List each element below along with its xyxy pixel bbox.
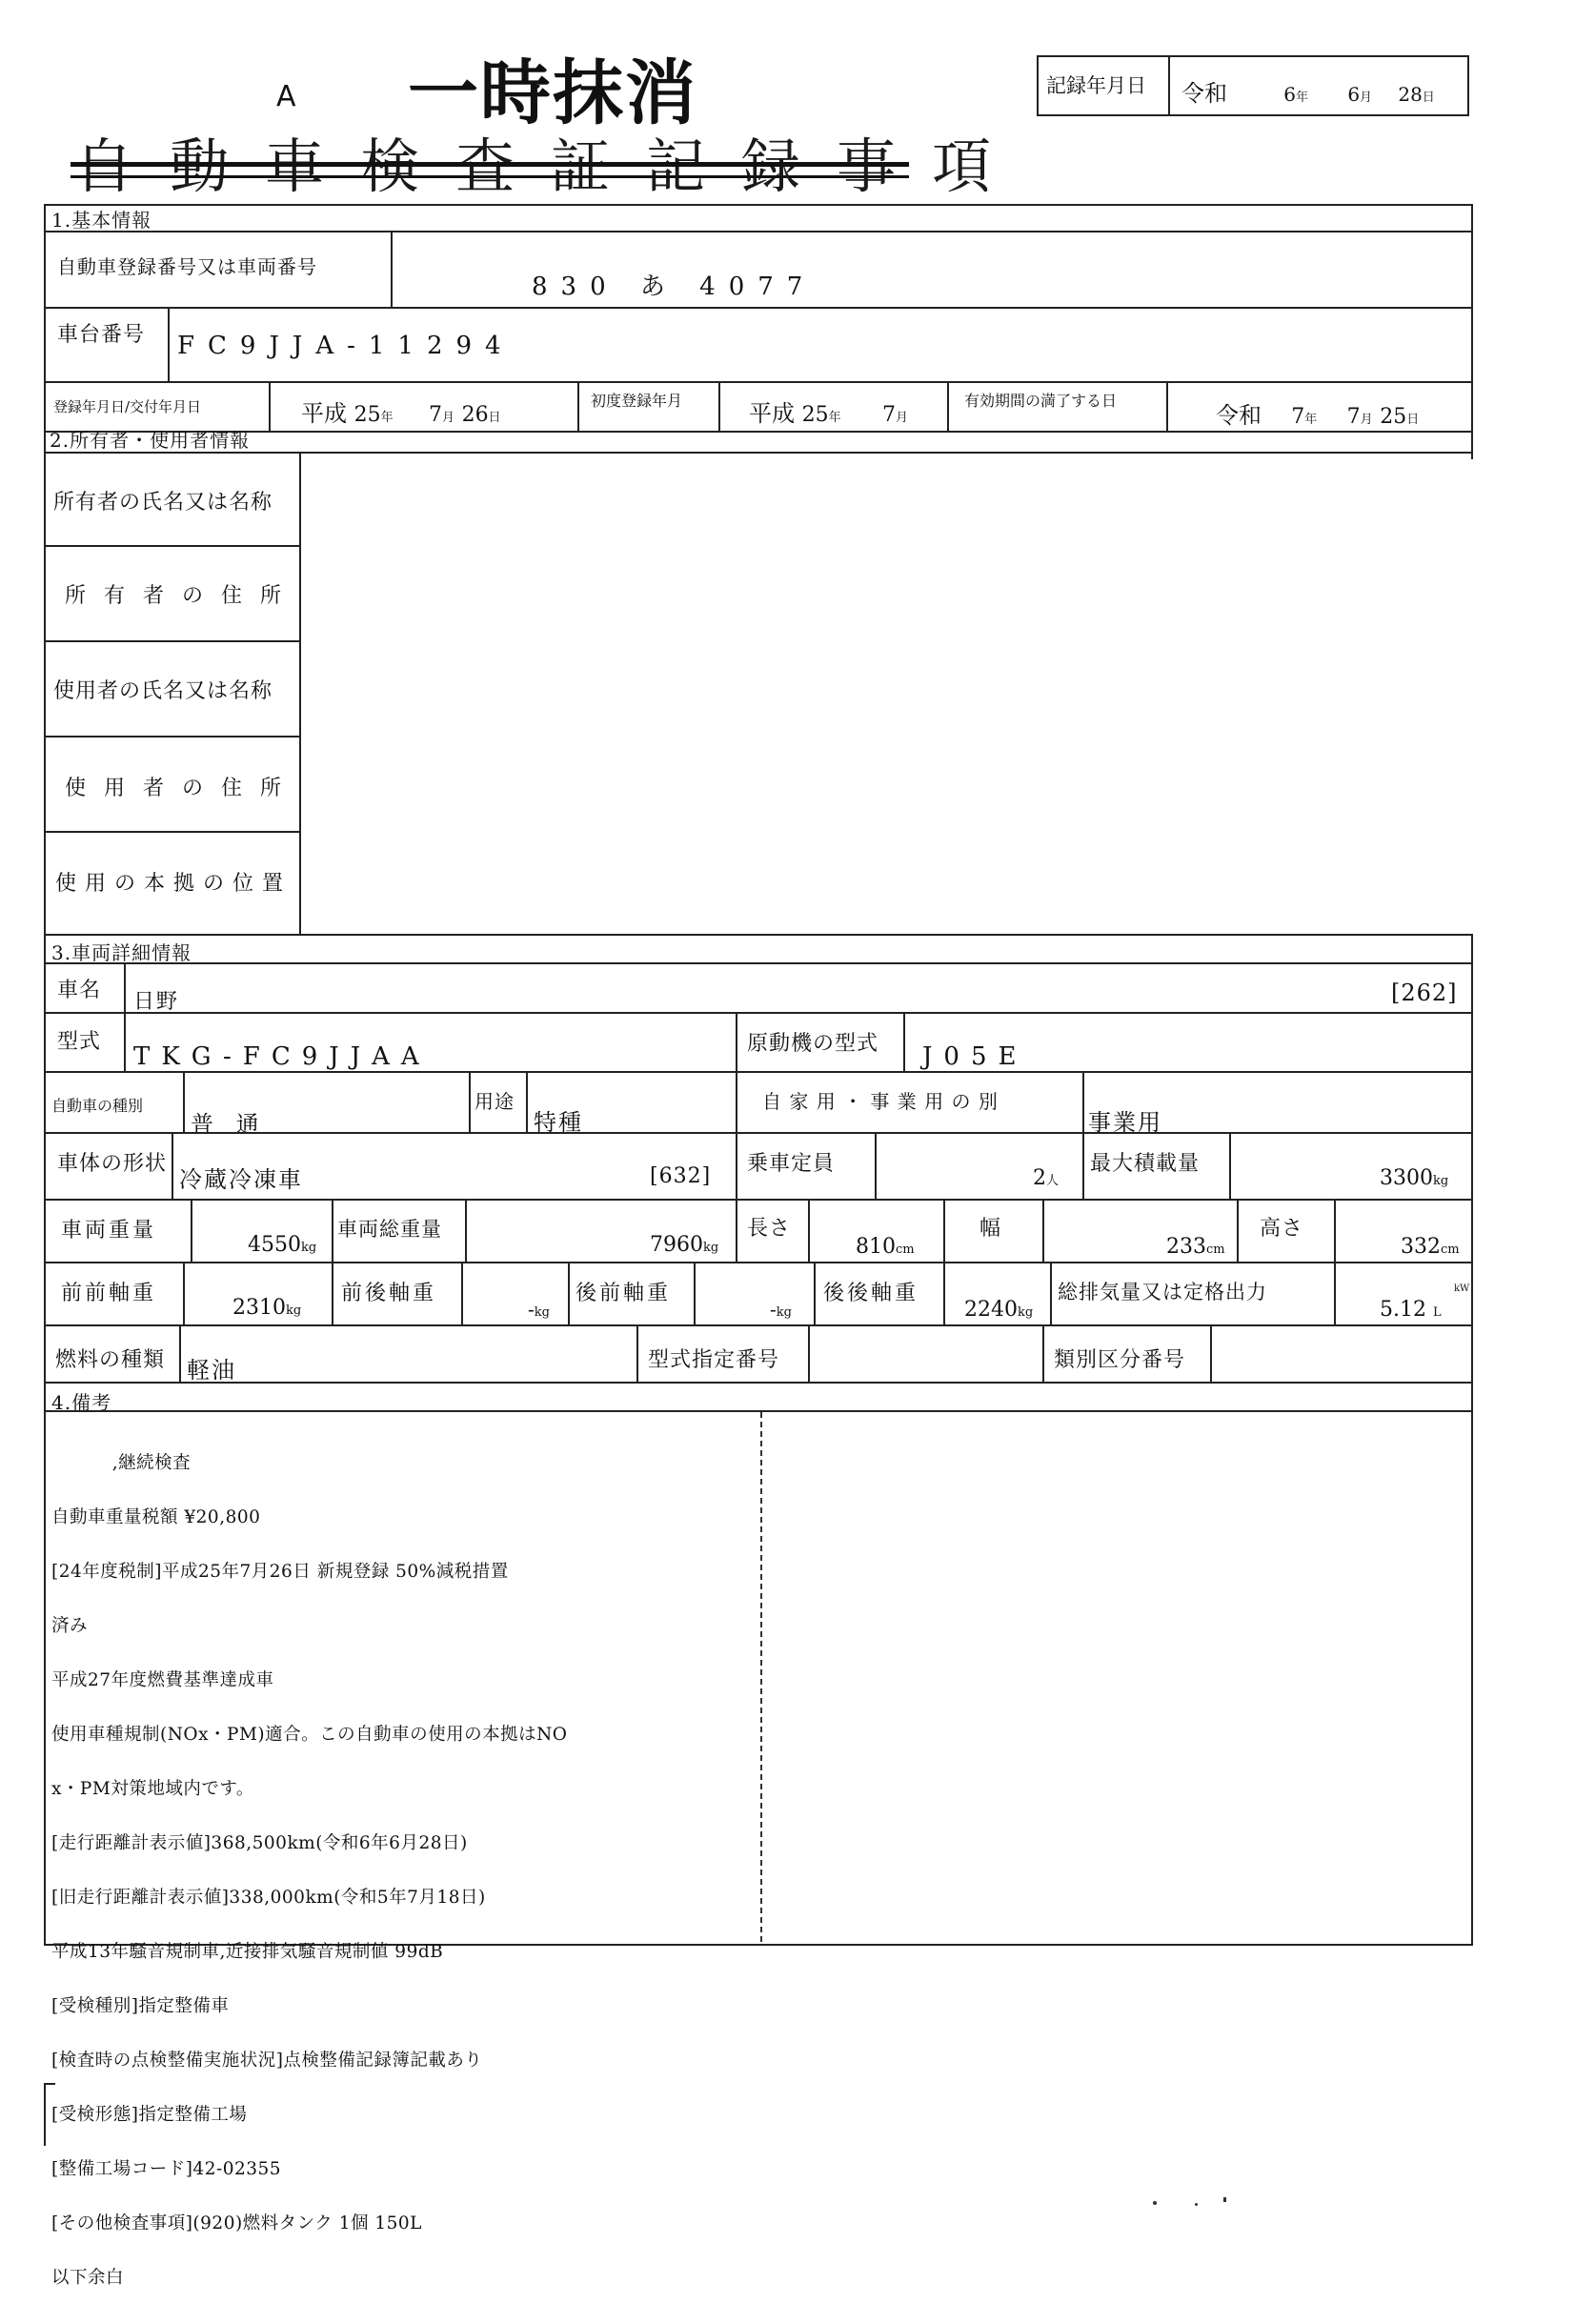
remark-line: [その他検査事項](920)燃料タンク 1個 150L bbox=[51, 2213, 422, 2233]
bracket-mark bbox=[44, 2083, 55, 2146]
kg-unit: kg bbox=[534, 1305, 550, 1320]
fr-axle-value bbox=[528, 1298, 550, 1321]
class-no-label: 類別区分番号 bbox=[1054, 1348, 1186, 1372]
month-unit: 月 bbox=[895, 411, 908, 425]
vehicle-name-value: 日野 bbox=[133, 990, 180, 1014]
scan-speck bbox=[1195, 2203, 1198, 2206]
record-date-label: 記録年月日 bbox=[1046, 74, 1146, 97]
rf-axle-number: - bbox=[770, 1298, 777, 1321]
weight-label: 車両重量 bbox=[61, 1219, 157, 1243]
weight-number: 4550 bbox=[248, 1233, 301, 1257]
cm-unit: cm bbox=[1441, 1243, 1460, 1257]
kg-unit: kg bbox=[286, 1303, 302, 1318]
expiry-year: 7 bbox=[1291, 405, 1305, 429]
remark-line: [受検形態]指定整備工場 bbox=[51, 2105, 248, 2125]
section-vehicle-label: 3.車両詳細情報 bbox=[51, 941, 192, 964]
fr-axle-number: - bbox=[528, 1298, 535, 1321]
use-label: 用途 bbox=[475, 1090, 515, 1113]
category-label: 自動車の種別 bbox=[51, 1097, 144, 1115]
chassis-label: 車台番号 bbox=[57, 323, 146, 347]
expiry-value bbox=[1216, 396, 1419, 430]
first-reg-month: 7 bbox=[881, 403, 896, 427]
record-date-value bbox=[1181, 74, 1435, 108]
month-unit: 月 bbox=[1360, 91, 1373, 105]
fuel-label: 燃料の種類 bbox=[55, 1348, 166, 1372]
type-no-label: 型式指定番号 bbox=[648, 1348, 780, 1372]
rf-axle-label: 後前軸重 bbox=[575, 1282, 672, 1305]
gross-value bbox=[650, 1233, 718, 1257]
displacement-label: 総排気量又は定格出力 bbox=[1058, 1281, 1267, 1303]
section-owner-info bbox=[44, 431, 1473, 936]
rr-axle-value bbox=[964, 1298, 1033, 1322]
section-vehicle-details bbox=[44, 934, 1473, 1412]
day-unit: 日 bbox=[1406, 413, 1420, 427]
category-value: 普 通 bbox=[191, 1111, 267, 1138]
base-location-label: 使 用 の 本 拠 の 位 置 bbox=[55, 872, 284, 896]
body-label: 車体の形状 bbox=[57, 1152, 168, 1176]
max-load-number: 3300 bbox=[1380, 1166, 1433, 1190]
remark-line: ,継続検査 bbox=[51, 1453, 192, 1473]
section-remarks-label: 4.備考 bbox=[51, 1391, 112, 1414]
record-date-box bbox=[1037, 55, 1469, 116]
height-label: 高さ bbox=[1260, 1217, 1304, 1241]
length-label: 長さ bbox=[747, 1217, 792, 1241]
month-unit: 月 bbox=[1360, 413, 1373, 427]
first-reg-label: 初度登録年月 bbox=[591, 392, 683, 410]
liter-unit: L bbox=[1432, 1305, 1442, 1320]
height-number: 332 bbox=[1401, 1235, 1441, 1259]
remark-line: 平成27年度燃費基準達成車 bbox=[51, 1670, 274, 1690]
reg-no-value: 830 あ 4077 bbox=[532, 273, 817, 301]
record-date-year: 6 bbox=[1283, 83, 1297, 106]
width-number: 233 bbox=[1166, 1235, 1206, 1259]
remark-line: 済み bbox=[51, 1616, 89, 1636]
vehicle-name-code: [262] bbox=[1391, 980, 1458, 1006]
expiry-label: 有効期間の満了する日 bbox=[964, 392, 1118, 410]
owner-name-label: 所有者の氏名又は名称 bbox=[53, 491, 273, 515]
record-date-month: 6 bbox=[1347, 83, 1361, 106]
document-title bbox=[74, 131, 1028, 201]
reg-no-label: 自動車登録番号又は車両番号 bbox=[57, 255, 317, 278]
section-basic-info bbox=[44, 204, 1473, 433]
kg-unit: kg bbox=[301, 1241, 317, 1255]
model-label: 型式 bbox=[57, 1030, 102, 1054]
first-reg-year: 25 bbox=[801, 403, 829, 427]
section-basic-label: 1.基本情報 bbox=[51, 209, 152, 232]
height-value bbox=[1401, 1235, 1460, 1259]
title-strikethrough-lower bbox=[71, 175, 909, 178]
year-unit: 年 bbox=[828, 411, 841, 425]
remark-line: 平成13年騒音規制車,近接排気騒音規制値 99dB bbox=[51, 1942, 444, 1962]
body-value: 冷蔵冷凍車 bbox=[179, 1166, 303, 1193]
engine-label: 原動機の型式 bbox=[747, 1032, 879, 1056]
gross-label: 車両総重量 bbox=[337, 1218, 442, 1241]
capacity-label: 乗車定員 bbox=[747, 1152, 836, 1176]
first-reg-value bbox=[749, 394, 908, 428]
max-load-value bbox=[1380, 1166, 1448, 1190]
fuel-value: 軽油 bbox=[187, 1357, 236, 1384]
person-unit: 人 bbox=[1046, 1174, 1060, 1188]
use-value: 特種 bbox=[534, 1109, 583, 1136]
section-owner-label: 2.所有者・使用者情報 bbox=[50, 429, 251, 452]
capacity-value bbox=[1033, 1166, 1059, 1190]
day-unit: 日 bbox=[488, 411, 501, 425]
kg-unit: kg bbox=[1433, 1174, 1449, 1188]
cm-unit: cm bbox=[896, 1243, 915, 1257]
year-unit: 年 bbox=[380, 411, 394, 425]
remark-line: 自動車重量税額 ¥20,800 bbox=[51, 1507, 261, 1527]
rr-axle-label: 後後軸重 bbox=[823, 1282, 919, 1305]
cm-unit: cm bbox=[1206, 1243, 1225, 1257]
reg-date-day: 26 bbox=[461, 403, 489, 427]
record-date-day: 28 bbox=[1398, 83, 1423, 106]
user-name-label: 使用者の氏名又は名称 bbox=[53, 679, 273, 703]
chassis-value: FC9JJA-11294 bbox=[177, 332, 515, 360]
kg-unit: kg bbox=[776, 1305, 792, 1320]
remark-line: 以下余白 bbox=[51, 2268, 125, 2288]
remark-line: [検査時の点検整備実施状況]点検整備記録簿記載あり bbox=[51, 2051, 483, 2071]
stamp-temporary-deregistration: 一時抹消 bbox=[408, 52, 697, 134]
year-unit: 年 bbox=[1296, 91, 1309, 105]
ff-axle-number: 2310 bbox=[232, 1296, 286, 1320]
length-number: 810 bbox=[856, 1235, 896, 1259]
length-value bbox=[856, 1235, 915, 1259]
reg-date-era: 平成 bbox=[301, 400, 347, 427]
width-value bbox=[1166, 1235, 1225, 1259]
fr-axle-label: 前後軸重 bbox=[341, 1282, 437, 1305]
owner-address-label: 所 有 者 の 住 所 bbox=[65, 584, 287, 608]
ff-axle-label: 前前軸重 bbox=[61, 1282, 157, 1305]
scan-speck bbox=[1153, 2201, 1157, 2205]
kg-unit: kg bbox=[703, 1241, 719, 1255]
record-date-era: 令和 bbox=[1181, 80, 1227, 107]
first-reg-era: 平成 bbox=[749, 400, 795, 427]
user-address-label: 使 用 者 の 住 所 bbox=[65, 777, 287, 800]
corner-mark: A bbox=[276, 80, 296, 113]
expiry-day: 25 bbox=[1380, 405, 1407, 429]
private-label: 自 家 用 ・ 事 業 用 の 別 bbox=[762, 1090, 999, 1113]
remark-line: [整備工場コード]42-02355 bbox=[51, 2159, 282, 2179]
body-code: [632] bbox=[650, 1164, 712, 1188]
remarks-text bbox=[51, 1418, 567, 2323]
weight-value bbox=[248, 1233, 316, 1257]
remark-line: 使用車種規制(NOx・PM)適合。この自動車の使用の本拠はNO bbox=[51, 1725, 568, 1745]
remark-line: x・PM対策地域内です。 bbox=[51, 1779, 254, 1799]
private-value: 事業用 bbox=[1088, 1109, 1162, 1136]
width-label: 幅 bbox=[979, 1217, 1002, 1241]
remark-line: [受検種別]指定整備車 bbox=[51, 1996, 230, 2016]
remark-line: [走行距離計表示値]368,500km(令和6年6月28日) bbox=[51, 1833, 468, 1853]
year-unit: 年 bbox=[1304, 413, 1318, 427]
reg-date-year: 25 bbox=[353, 403, 381, 427]
engine-value: J05E bbox=[922, 1042, 1028, 1071]
capacity-number: 2 bbox=[1033, 1166, 1046, 1190]
displacement-value bbox=[1380, 1298, 1442, 1322]
remark-line: [24年度税制]平成25年7月26日 新規登録 50%減税措置 bbox=[51, 1562, 509, 1582]
document-title-text: 自動車検査証記録事項 bbox=[74, 131, 1028, 201]
displacement-number: 5.12 bbox=[1380, 1298, 1426, 1322]
vehicle-name-label: 車名 bbox=[57, 979, 102, 1002]
remarks-box bbox=[44, 1410, 1473, 2288]
reg-date-label: 登録年月日/交付年月日 bbox=[53, 398, 202, 415]
ff-axle-value bbox=[232, 1296, 301, 1320]
scan-speck bbox=[1223, 2197, 1226, 2202]
day-unit: 日 bbox=[1422, 91, 1435, 105]
reg-date-month: 7 bbox=[428, 403, 442, 427]
reg-date-value bbox=[301, 394, 501, 428]
title-strikethrough-upper bbox=[71, 162, 909, 167]
rr-axle-number: 2240 bbox=[964, 1298, 1018, 1322]
expiry-era: 令和 bbox=[1216, 402, 1262, 429]
expiry-month: 7 bbox=[1346, 405, 1361, 429]
model-value: TKG-FC9JJAA bbox=[133, 1042, 431, 1071]
rf-axle-value bbox=[770, 1298, 792, 1321]
kw-unit: kW bbox=[1454, 1283, 1470, 1294]
month-unit: 月 bbox=[441, 411, 454, 425]
displacement-units bbox=[1454, 1283, 1469, 1296]
kg-unit: kg bbox=[1018, 1305, 1034, 1320]
gross-number: 7960 bbox=[650, 1233, 703, 1257]
remark-line: [旧走行距離計表示値]338,000km(令和5年7月18日) bbox=[51, 1888, 486, 1908]
max-load-label: 最大積載量 bbox=[1090, 1152, 1201, 1176]
